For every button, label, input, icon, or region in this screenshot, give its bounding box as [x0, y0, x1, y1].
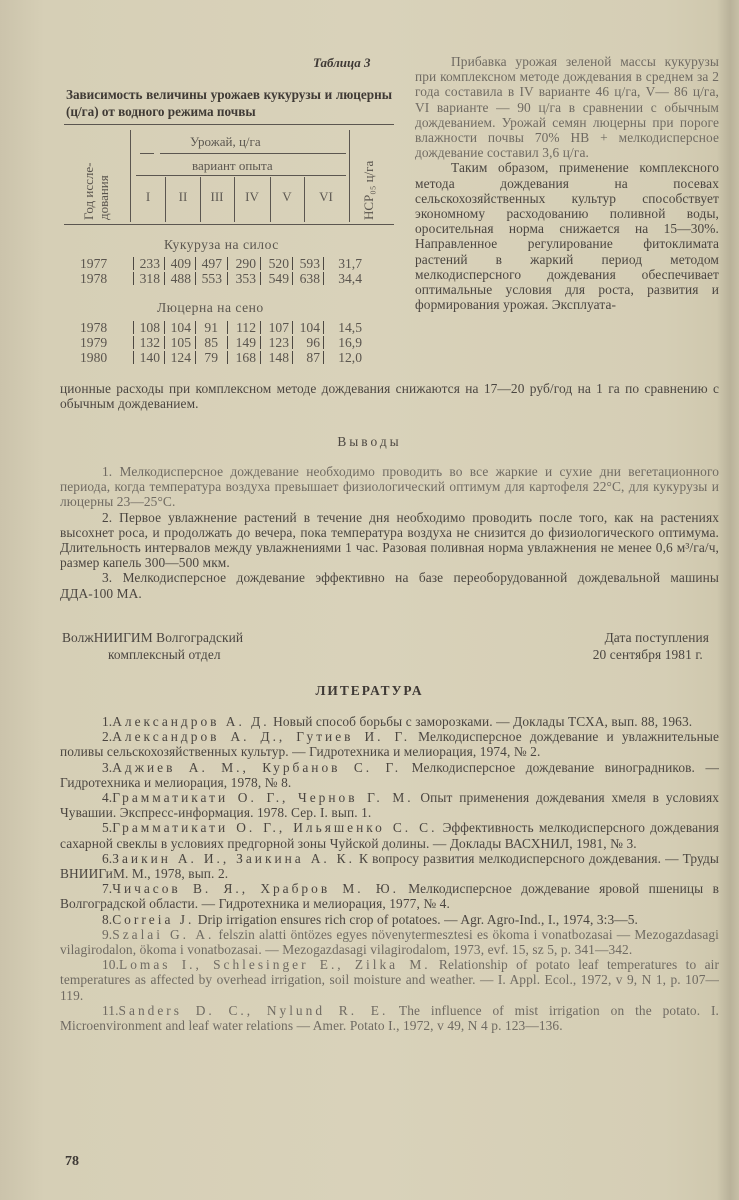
reference-authors: Чичасов В. Я., Храбров М. Ю. — [112, 881, 399, 897]
reference-item: 7.Чичасов В. Я., Храбров М. Ю. Мелкодисперсное дождевание яровой пшеницы в Волгоградской области. — Гидротехника и мелиорация, 1977, № 4. — [60, 881, 719, 912]
conclusion-item: 2. Первое увлажнение растений в течение дня необходимо проводить после того, как на растениях высохнет роса, и продолжать до вечера, пока температура воздуха не снизится до физиологического оптимума. Длительность интервалов между увлажнениями 1 час. Разовая поливная норма увлажнения не менее 0,6 м³/га/ч, размер капель 300—500 мкм. — [60, 509, 719, 571]
header-rule-variant — [136, 175, 346, 176]
cell-value: 409 — [170, 256, 191, 271]
affiliation — [62, 630, 243, 662]
header-divider — [234, 177, 235, 222]
cell-value: 168 — [235, 350, 256, 365]
variant-header-5: V — [282, 189, 292, 204]
cell-value: 85 — [204, 335, 218, 350]
header-divider — [130, 130, 131, 222]
header-divider — [165, 177, 166, 222]
reference-authors: Sanders D. C., Nylund R. E. — [118, 1002, 389, 1018]
cell-year: 1979 — [80, 335, 108, 350]
cell-value: 148 — [268, 350, 289, 365]
page-number: 78 — [65, 1154, 79, 1169]
reference-item: 2.Александров А. Д., Гутиев И. Г. Мелкодисперсное дождевание и увлажнительные поливы сельскохозяйственных культур. — Гидротехника и мелиорация, 1974, № 2. — [60, 729, 719, 760]
variant-header-3: III — [210, 189, 224, 204]
continuation-paragraph — [60, 381, 719, 411]
cell-value: 290 — [235, 256, 256, 271]
reference-authors: Грамматикати О. Г., Ильяшенко С. С. — [112, 820, 438, 836]
cell-year: 1977 — [80, 256, 108, 271]
cell-value: 108 — [139, 320, 160, 335]
reference-item: 6.Заикин А. И., Заикина А. К. К вопросу развития мелкодисперсного дождевания. — Труды ВНИИГиМ. М., 1978, вып. 2. — [60, 850, 719, 882]
reference-authors: Александров А. Д., Гутиев И. Г. — [112, 729, 411, 745]
variant-group-header: вариант опыта — [192, 158, 273, 173]
cell-value: 149 — [235, 335, 256, 350]
reference-item: 1.Александров А. Д. Новый способ борьбы с заморозками. — Доклады ТСХА, вып. 88, 1963. — [102, 714, 693, 729]
paragraph: Таким образом, применение комплексного метода дождевания на посевах сельскохозяйственных культур способствует экономному расходованию поливной воды, оросительная норма снижается на 15—30%. Направленное регулирование фитоклимата растений в жаркий период методом мелкодисперсного дождевания обеспечивает оптимальные условия для роста, развития и формирования урожая. Эксплуата- — [415, 160, 719, 313]
variant-header-6: VI — [319, 189, 333, 204]
cell-value: 132 — [139, 335, 160, 350]
yield-group-header: Урожай, ц/га — [190, 134, 261, 149]
reference-item: 9.Szalai G. A. felszin alatti öntözes egyes növenytermesztesi es ökoma i vonatbozasai — Mezogazdasagi vilagirodalon, ökoma i vonatbozasai. — Mezogazdasagi vilagirodalom, 1973, evf. 15, sz 5, p. 341—342. — [60, 926, 720, 958]
reference-item: 4.Грамматикати О. Г., Чернов Г. М. Опыт применения дождевания хмеля в условиях Чувашии. Экспресс-информация. 1978. Сер. I. вып. 1. — [60, 790, 719, 821]
reference-authors: Александров А. Д. — [112, 714, 270, 729]
received-label: Дата поступления — [604, 630, 709, 645]
reference-item: 3.Аджиев А. М., Курбанов С. Г. Мелкодисперсное дождевание виноградников. — Гидротехника и мелиорация, 1978, № 8. — [60, 759, 719, 790]
reference-authors: Lomas I., Schlesinger E., Zilka M. — [119, 957, 431, 973]
header-rule-left — [140, 153, 154, 154]
header-divider — [304, 177, 305, 222]
cell-value: 638 — [299, 271, 320, 286]
cell-value: 107 — [268, 320, 289, 335]
cell-value: 96 — [306, 335, 320, 350]
cell-value: 233 — [139, 256, 160, 271]
right-column-text — [415, 54, 719, 312]
conclusions-list — [60, 464, 719, 601]
cell-value: 123 — [268, 335, 289, 350]
cell-lsd: 12,0 — [338, 350, 362, 365]
cell-value: 104 — [299, 320, 320, 335]
reference-authors: Грамматикати О. Г., Чернов Г. М. — [112, 790, 414, 806]
conclusion-item: 3. Мелкодисперсное дождевание эффективно на базе переоборудованной дождевальной машины ДДА-100 МА. — [60, 570, 719, 601]
cell-year: 1980 — [80, 350, 108, 365]
reference-item: 11.Sanders D. C., Nylund R. E. The influence of mist irrigation on the potato. I. Microenvironment and leaf water relations — Amer. Potato I., 1972, v 49, N 4 p. 123—136. — [60, 1002, 720, 1034]
cell-value: 520 — [268, 256, 289, 271]
affiliation-line: ВолжНИИГИМ Волгоградский — [62, 630, 244, 645]
lsd-column-header: НСР₀₅ ц/га — [361, 160, 376, 220]
reference-authors: Correia J. — [112, 911, 195, 927]
table-top-rule — [64, 124, 394, 125]
reference-authors: Заикин А. И., Заикина А. К. — [112, 850, 355, 866]
cell-lsd: 34,4 — [338, 271, 362, 286]
cell-value: 112 — [236, 320, 256, 335]
table-header-bottom-rule — [64, 224, 394, 225]
table-section-title: Люцерна на сено — [157, 300, 264, 315]
reference-authors: Аджиев А. М., Курбанов С. Г. — [112, 759, 402, 775]
conclusion-item: 1. Мелкодисперсное дождевание необходимо проводить во все жаркие и сухие дни вегетационного периода, когда температура воздуха превышает физиологический оптимум для картофеля 22°С, для кукурузы и люцерны 23—25°С. — [60, 464, 719, 510]
cell-value: 124 — [170, 350, 191, 365]
header-divider — [270, 177, 271, 222]
cell-value: 593 — [299, 256, 320, 271]
year-column-header: Год иссле- — [81, 162, 96, 220]
literature-heading: ЛИТЕРАТУРА — [315, 683, 424, 698]
cell-value: 318 — [139, 271, 160, 286]
cell-lsd: 31,7 — [338, 256, 362, 271]
variant-header-4: IV — [245, 189, 259, 204]
received-date: 20 сентября 1981 г. — [592, 647, 703, 663]
cell-value: 105 — [170, 335, 191, 350]
cell-value: 488 — [170, 271, 191, 286]
cell-value: 353 — [235, 271, 256, 286]
reference-item: 10.Lomas I., Schlesinger E., Zilka M. Relationship of potato leaf temperatures to air temperatures as affected by overhead irrigation, soil moisture and weather. — I. Appl. Ecol., 1972, v 9, N 1, p. 107—119. — [60, 957, 720, 1003]
cell-value: 87 — [306, 350, 320, 365]
paragraph: Прибавка урожая зеленой массы кукурузы при комплексном методе дождевания в среднем за 2 года составила в IV варианте 46 ц/га, V— 86 ц/га, VI варианте — 90 ц/га в сравнении с обычным дождеванием. Урожай семян люцерны при пороге влажности почвы 70% НВ + мелкодисперсное дождевание составил 3,6 ц/га. — [415, 54, 719, 161]
received-date-block — [587, 630, 709, 662]
year-column-header-cont: дования — [96, 175, 111, 220]
cell-year: 1978 — [80, 320, 108, 335]
header-divider — [200, 177, 201, 222]
table-label: Таблица 3 — [313, 55, 371, 70]
cell-value: 79 — [204, 350, 218, 365]
cell-lsd: 14,5 — [338, 320, 362, 335]
paragraph: ционные расходы при комплексном методе дождевания снижаются на 17—20 руб/год на 1 га по сравнению с обычным дождеванием. — [60, 381, 719, 412]
cell-value: 549 — [268, 271, 289, 286]
cell-value: 497 — [201, 256, 222, 271]
cell-value: 140 — [139, 350, 160, 365]
reference-list — [60, 714, 719, 1033]
reference-authors: Szalai G. A. — [112, 926, 215, 942]
variant-header-2: II — [178, 189, 188, 204]
reference-item: 5.Грамматикати О. Г., Ильяшенко С. С. Эффективность мелкодисперсного дождевания сахарной свеклы в условиях предгорной зоны Чуйской долины. — Доклады ВАСХНИЛ, 1981, № 3. — [60, 820, 719, 851]
cell-year: 1978 — [80, 271, 108, 286]
cell-value: 104 — [170, 320, 191, 335]
header-rule-yield — [160, 153, 346, 154]
header-divider — [349, 130, 350, 222]
cell-value: 553 — [201, 271, 222, 286]
affiliation-line: комплексный отдел — [108, 647, 221, 663]
reference-item: 8.Correia J. Drip irrigation ensures rich crop of potatoes. — Agr. Agro-Ind., I., 1974, 3:3—5. — [102, 911, 638, 927]
cell-value: 91 — [204, 320, 218, 335]
conclusions-heading: Выводы — [337, 434, 402, 449]
cell-lsd: 16,9 — [338, 335, 362, 350]
table-title: Зависимость величины урожаев кукурузы и люцерны (ц/га) от водного режима почвы — [66, 87, 392, 119]
variant-header-1: I — [145, 189, 151, 204]
table-section-title: Кукуруза на силос — [164, 237, 279, 252]
